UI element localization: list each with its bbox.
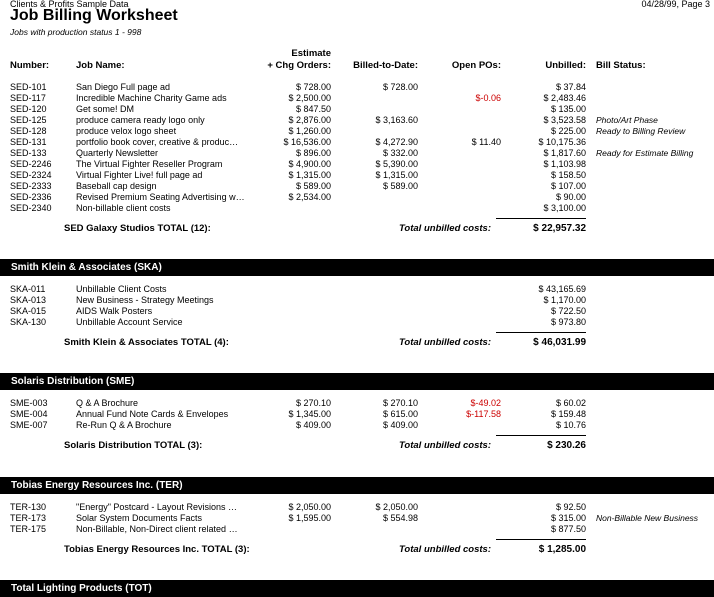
billed-value: $ 332.00 [382,148,418,158]
total-caption: Total unbilled costs: [398,440,491,451]
billed-value: $ 5,390.00 [375,159,418,169]
bill-status: Ready for Estimate Billing [596,148,694,158]
job-name: New Business - Strategy Meetings [76,295,214,305]
estimate-value: $ 4,900.00 [288,159,331,169]
unbilled-value: $ 1,103.98 [543,159,586,169]
job-name: "Energy" Postcard - Layout Revisions … [76,502,237,512]
unbilled-value: $ 315.00 [550,513,586,523]
bill-status: Non-Billable New Business [596,513,699,523]
billed-value: $ 615.00 [382,409,418,419]
job-number: SED-2333 [10,181,52,191]
unbilled-value: $ 1,817.60 [543,148,586,158]
job-number: SME-003 [10,398,48,408]
job-number: SED-2336 [10,192,52,202]
billed-value: $ 1,315.00 [375,170,418,180]
job-number: SED-101 [10,82,47,92]
bill-status: Ready to Billing Review [596,126,686,136]
job-name: Get some! DM [76,104,135,114]
group-total-label: Smith Klein & Associates TOTAL (4): [64,337,229,348]
group-name: Tobias Energy Resources Inc. (TER) [11,480,183,491]
group-header-bar [0,580,714,597]
group-total-value: $ 230.26 [547,440,586,451]
job-name: Baseball cap design [76,181,157,191]
job-number: SED-117 [10,93,46,103]
job-number: SKA-013 [10,295,47,305]
open-pos-value: $ 11.40 [471,137,501,147]
job-name: Solar System Documents Facts [76,513,203,523]
job-number: SED-125 [10,115,47,125]
job-number: TER-173 [10,513,47,523]
group-header-bar [0,259,714,276]
estimate-value: $ 2,876.00 [288,115,331,125]
group-name: Total Lighting Products (TOT) [11,583,152,594]
billed-value: $ 409.00 [382,420,418,430]
job-name: Non-Billable, Non-Direct client related … [76,524,238,534]
open-pos-value: $-49.02 [470,398,501,408]
job-name: Unbillable Client Costs [76,284,167,294]
job-number: SED-131 [10,137,47,147]
billed-value: $ 4,272.90 [375,137,418,147]
group-total-label: Tobias Energy Resources Inc. TOTAL (3): [64,544,250,555]
total-rule [496,435,586,436]
unbilled-value: $ 1,170.00 [543,295,586,305]
col-estimate-2: + Chg Orders: [267,60,331,71]
unbilled-value: $ 877.50 [550,524,586,534]
unbilled-value: $ 3,523.58 [543,115,586,125]
group-name: Smith Klein & Associates (SKA) [11,262,162,273]
estimate-value: $ 847.50 [295,104,331,114]
job-name: Incredible Machine Charity Game ads [76,93,227,103]
estimate-value: $ 270.10 [295,398,331,408]
estimate-value: $ 16,536.00 [283,137,331,147]
group-header-bar [0,477,714,494]
estimate-value: $ 589.00 [295,181,331,191]
unbilled-value: $ 135.00 [550,104,586,114]
bill-status: Photo/Art Phase [596,115,658,125]
unbilled-value: $ 722.50 [550,306,586,316]
total-caption: Total unbilled costs: [398,337,491,348]
unbilled-value: $ 159.48 [550,409,586,419]
col-bill-status: Bill Status: [596,60,646,71]
billed-value: $ 589.00 [382,181,418,191]
group-total-value: $ 46,031.99 [533,337,586,348]
col-billed: Billed-to-Date: [353,60,418,71]
unbilled-value: $ 10,175.36 [538,137,586,147]
total-caption: Total unbilled costs: [398,544,491,555]
job-number: SED-2340 [10,203,52,213]
estimate-value: $ 409.00 [295,420,331,430]
job-name: AIDS Walk Posters [76,306,153,316]
billed-value: $ 270.10 [382,398,418,408]
col-open-pos: Open POs: [451,60,501,71]
job-name: Non-billable client costs [76,203,171,213]
unbilled-value: $ 10.76 [555,420,586,430]
job-name: Annual Fund Note Cards & Envelopes [76,409,229,419]
job-number: TER-130 [10,502,47,512]
unbilled-value: $ 973.80 [550,317,586,327]
job-number: SED-120 [10,104,47,114]
unbilled-value: $ 37.84 [555,82,586,92]
group-header-bar [0,373,714,390]
job-name: Q & A Brochure [76,398,139,408]
estimate-value: $ 728.00 [295,82,331,92]
unbilled-value: $ 225.00 [550,126,586,136]
estimate-value: $ 1,315.00 [288,170,331,180]
job-number: TER-175 [10,524,47,534]
unbilled-value: $ 107.00 [550,181,586,191]
job-name: Unbillable Account Service [76,317,183,327]
unbilled-value: $ 90.00 [555,192,586,202]
col-job-name: Job Name: [76,60,125,71]
company-name: Clients & Profits Sample Data [10,0,129,9]
col-unbilled: Unbilled: [545,60,586,71]
unbilled-value: $ 2,483.46 [543,93,586,103]
job-number: SKA-130 [10,317,47,327]
estimate-value: $ 1,345.00 [288,409,331,419]
unbilled-value: $ 158.50 [550,170,586,180]
job-name: produce camera ready logo only [76,115,205,125]
estimate-value: $ 1,260.00 [288,126,331,136]
col-number: Number: [10,60,50,71]
total-rule [496,332,586,333]
job-name: The Virtual Fighter Reseller Program [76,159,223,169]
date-page: 04/28/99, Page 3 [641,0,710,9]
job-number: SED-133 [10,148,47,158]
job-number: SKA-011 [10,284,46,294]
total-rule [496,218,586,219]
unbilled-value: $ 43,165.69 [538,284,586,294]
job-name: Re-Run Q & A Brochure [76,420,172,430]
unbilled-value: $ 3,100.00 [543,203,586,213]
group-total-label: SED Galaxy Studios TOTAL (12): [64,223,211,234]
group-total-value: $ 1,285.00 [538,544,586,555]
billed-value: $ 554.98 [382,513,418,523]
estimate-value: $ 2,050.00 [288,502,331,512]
job-name: Quarterly Newsletter [76,148,159,158]
col-estimate-1: Estimate [291,48,331,59]
total-caption: Total unbilled costs: [398,223,491,234]
job-number: SME-004 [10,409,48,419]
job-number: SED-128 [10,126,47,136]
estimate-value: $ 1,595.00 [288,513,331,523]
job-number: SED-2324 [10,170,52,180]
group-name: Solaris Distribution (SME) [11,376,135,387]
job-name: produce velox logo sheet [76,126,177,136]
job-name: portfolio book cover, creative & produc… [76,137,239,147]
group-total-value: $ 22,957.32 [533,223,586,234]
unbilled-value: $ 92.50 [555,502,586,512]
job-name: Revised Premium Seating Advertising w… [76,192,245,202]
unbilled-value: $ 60.02 [555,398,586,408]
job-name: Virtual Fighter Live! full page ad [76,170,203,180]
billed-value: $ 2,050.00 [375,502,418,512]
estimate-value: $ 2,534.00 [288,192,331,202]
job-name: San Diego Full page ad [76,82,171,92]
group-total-label: Solaris Distribution TOTAL (3): [64,440,203,451]
job-number: SKA-015 [10,306,47,316]
open-pos-value: $-117.58 [466,409,501,419]
billed-value: $ 728.00 [382,82,418,92]
report-subtitle: Jobs with production status 1 - 998 [10,27,142,37]
estimate-value: $ 2,500.00 [288,93,331,103]
estimate-value: $ 896.00 [295,148,331,158]
job-number: SME-007 [10,420,48,430]
open-pos-value: $-0.06 [475,93,501,103]
job-number: SED-2246 [10,159,52,169]
total-rule [496,539,586,540]
billed-value: $ 3,163.60 [375,115,418,125]
report-title: Job Billing Worksheet [10,7,178,24]
